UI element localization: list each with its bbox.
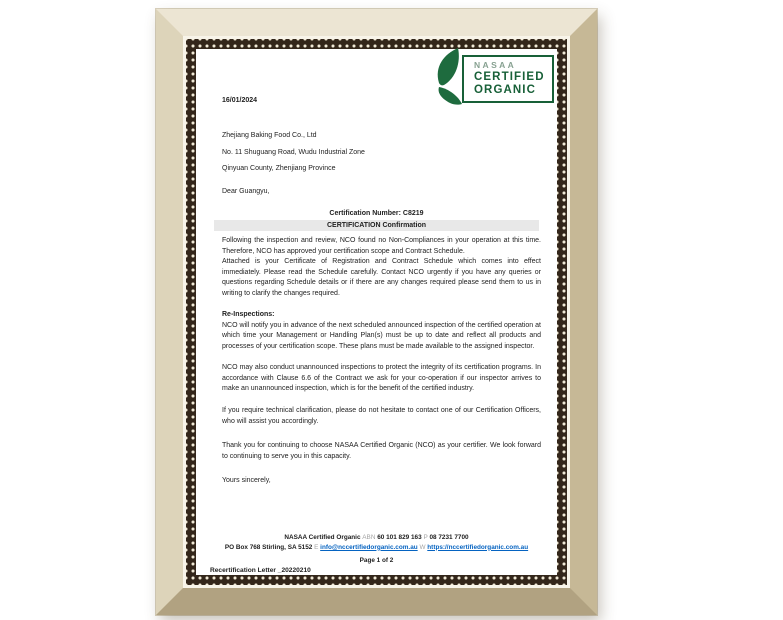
footer-abn-label: ABN <box>362 534 376 541</box>
recipient-region: Qinyuan County, Zhenjiang Province <box>222 165 336 172</box>
letter-date: 16/01/2024 <box>222 97 258 104</box>
recipient-company: Zhejiang Baking Food Co., Ltd <box>222 132 317 139</box>
paragraph-attached-certificate: Attached is your Certificate of Registration and Contract Schedule which comes into effect immediately. Please read the Schedule carefully. Contact NCO urgently if you have any queries or questions regarding Schedule details or if there are any changes required please send them to us in writing to clarify the changes required. <box>222 258 541 297</box>
certification-number-line: Certification Number: C8219 <box>329 210 424 217</box>
paragraph-inspection-review: Following the inspection and review, NCO found no Non-Compliances in your operation at this time. Therefore, NCO has approved your certification scope and Contract Schedule. <box>222 237 541 255</box>
paragraph-unannounced-inspections: NCO may also conduct unannounced inspections to protect the integrity of its certification programs. In accordance with Clause 6.6 of the Contract we ask for your co-operation if our inspector arrives to make an unannounced inspection, which is for the benefit of the certified industry. <box>222 364 541 393</box>
recipient-address <box>222 128 365 178</box>
logo-text-box <box>462 55 554 103</box>
footer-email-link[interactable]: info@nccertifiedorganic.com.au <box>320 543 418 551</box>
certification-confirmation-heading: CERTIFICATION Confirmation <box>214 220 539 231</box>
footer-org: NASAA Certified Organic <box>284 534 361 541</box>
paragraph-thank-you: Thank you for continuing to choose NASAA Certified Organic (NCO) as your certifier. We look forward to continuing to serve you in this capacity. <box>222 442 541 460</box>
letter-footer <box>196 533 557 552</box>
letter-page <box>196 49 557 575</box>
footer-address: PO Box 768 Stirling, SA 5152 <box>224 543 313 551</box>
document-reference: Recertification Letter _20220210 <box>210 567 311 574</box>
frame-inner-lip <box>183 36 570 588</box>
recipient-street: No. 11 Shuguang Road, Wudu Industrial Zone <box>222 148 365 156</box>
reinspections-heading: Re-Inspections: <box>222 311 275 318</box>
reinspections-section <box>222 310 541 352</box>
paragraph-technical-clarification: If you require technical clarification, please do not hesitate to contact one of our Certification Officers, who will assist you accordingly. <box>222 407 541 425</box>
footer-phone: 08 7231 7700 <box>429 534 469 541</box>
paragraph-notify-inspection: NCO will notify you in advance of the next scheduled announced inspection of the certified operation at which time your Management or Handling Plan(s) must be up to date and reflect all products and processes of your certification scope. These plans must be made available to the assigned inspector. <box>222 321 541 350</box>
footer-abn: 60 101 829 163 <box>377 534 422 541</box>
footer-line-2 <box>196 543 557 553</box>
footer-web-label: W <box>419 543 426 551</box>
closing-sincerely: Yours sincerely, <box>222 477 271 484</box>
logo-org-name: NASAA <box>474 60 517 70</box>
footer-website-link[interactable]: https://nccertifiedorganic.com.au <box>427 543 529 551</box>
leaf-icon <box>431 47 467 105</box>
picture-frame <box>156 9 597 615</box>
logo-word-organic: ORGANIC <box>474 84 537 96</box>
footer-line-1 <box>196 533 557 543</box>
salutation: Dear Guangyu, <box>222 188 270 195</box>
page-number: Page 1 of 2 <box>359 557 394 564</box>
frame-bead-border <box>186 39 567 585</box>
footer-email-label: E <box>314 543 319 551</box>
logo-word-certified: CERTIFIED <box>474 71 545 83</box>
nasaa-certified-organic-logo <box>431 47 554 105</box>
footer-phone-label: P <box>423 534 428 541</box>
